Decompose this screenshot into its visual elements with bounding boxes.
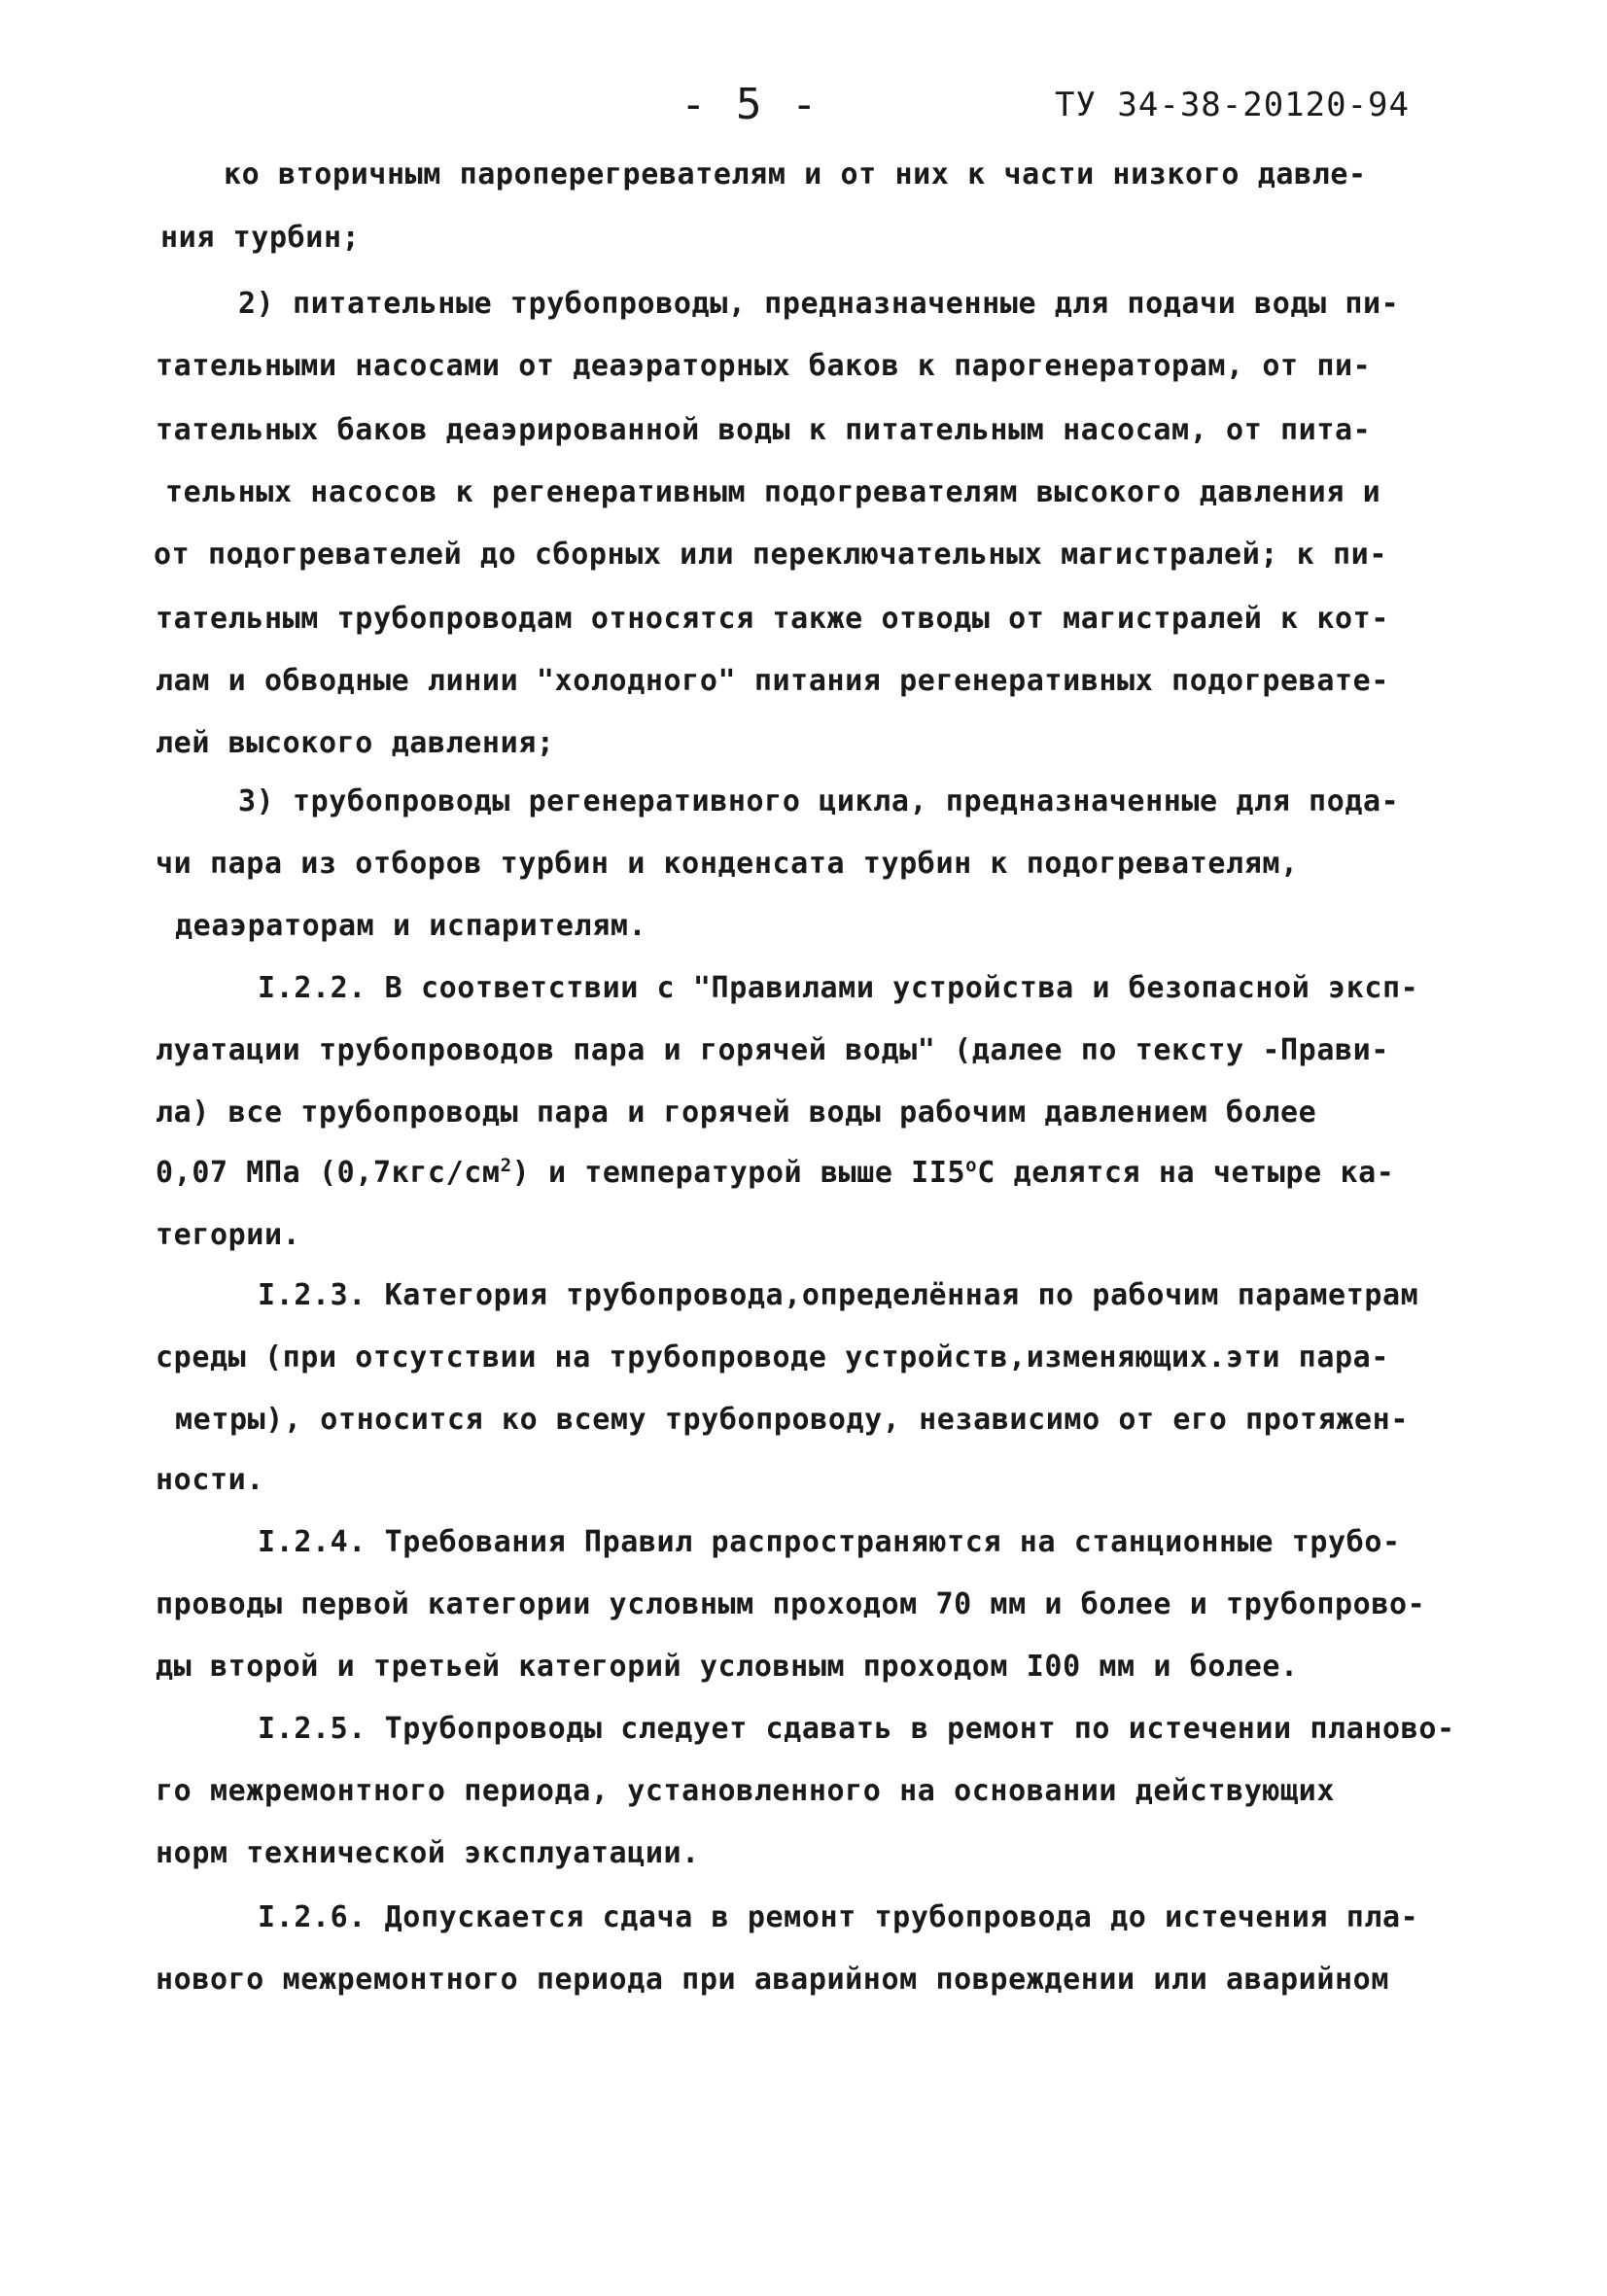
text-line: норм технической эксплуатации. — [156, 1836, 700, 1870]
text-line: лам и обводные линии "холодного" питания регенеративных подогревате- — [156, 664, 1389, 698]
text-line: от подогревателей до сборных или переключательных магистралей; к пи- — [154, 538, 1387, 572]
text-line: тельных насосов к регенеративным подогревателям высокого давления и — [165, 475, 1381, 509]
text-line: ко вторичным пароперегревателям и от них к части низкого давле- — [224, 157, 1367, 191]
text-line: ния турбин; — [160, 221, 361, 255]
superscript: 2 — [500, 1155, 512, 1176]
text-line: I.2.5. Трубопроводы следует сдавать в ремонт по истечении планово- — [258, 1712, 1455, 1746]
text-line: го межремонтного периода, установленного на основании действующих — [156, 1774, 1335, 1808]
text-line: I.2.2. В соответствии с "Правилами устройства и безопасной эксп- — [258, 971, 1419, 1005]
text-line: тательными насосами от деаэраторных баков к парогенераторам, от пи- — [156, 349, 1372, 383]
text-line: 2) питательные трубопроводы, предназначенные для подачи воды пи- — [238, 287, 1400, 321]
text-line: ды второй и третьей категорий условным проходом I00 мм и более. — [156, 1650, 1299, 1684]
text-line: ности. — [156, 1463, 264, 1497]
page-number: - 5 - — [681, 80, 820, 129]
text-line: среды (при отсутствии на трубопроводе устройств,изменяющих.эти пара- — [156, 1340, 1389, 1374]
text-line: тательным трубопроводам относятся также отводы от магистралей к кот- — [156, 602, 1389, 636]
text-line: проводы первой категории условным проходом 70 мм и более и трубопрово- — [156, 1587, 1426, 1621]
text-line: лей высокого давления; — [156, 726, 555, 760]
text-fragment: С делятся на четыре ка- — [977, 1156, 1395, 1190]
text-line: тегории. — [156, 1218, 301, 1252]
text-line-with-units — [156, 1155, 1395, 1190]
text-line: I.2.3. Категория трубопровода,определённая по рабочим параметрам — [258, 1278, 1419, 1312]
text-line: чи пара из отборов турбин и конденсата турбин к подогревателям, — [156, 847, 1299, 881]
text-line: нового межремонтного периода при аварийном повреждении или аварийном — [156, 1963, 1389, 1997]
text-line: 3) трубопроводы регенеративного цикла, предназначенные для пода- — [238, 784, 1400, 818]
text-line: метры), относится ко всему трубопроводу, независимо от его протяжен- — [175, 1403, 1409, 1437]
text-fragment: ) и температурой выше II5 — [511, 1156, 966, 1190]
text-line: I.2.6. Допускается сдача в ремонт трубопровода до истечения пла- — [258, 1900, 1419, 1934]
superscript: о — [965, 1155, 978, 1176]
document-code: ТУ 34-38-20120-94 — [1055, 86, 1410, 124]
text-line: тательных баков деаэрированной воды к питательным насосам, от пита- — [156, 413, 1372, 447]
text-fragment: 0,07 МПа (0,7кгс/см — [156, 1156, 501, 1190]
text-line: I.2.4. Требования Правил распространяются на станционные трубо- — [258, 1525, 1401, 1559]
text-line: деаэраторам и испарителям. — [175, 909, 647, 943]
text-line: ла) все трубопроводы пара и горячей воды рабочим давлением более — [156, 1096, 1317, 1130]
page-header — [0, 80, 1607, 138]
text-line: луатации трубопроводов пара и горячей воды" (далее по тексту -Прави- — [156, 1033, 1389, 1067]
